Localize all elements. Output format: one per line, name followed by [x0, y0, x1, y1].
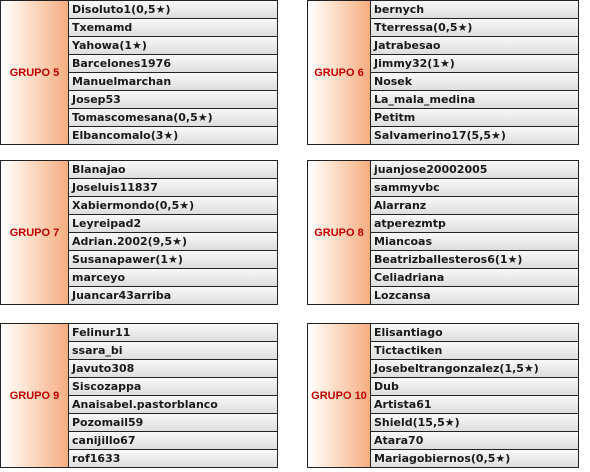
member-name: Blanajao: [68, 160, 278, 179]
member-name: Shield(15,5★): [370, 414, 579, 432]
member-list: [370, 323, 579, 468]
member-name: marceyo: [68, 269, 278, 287]
member-name: Elisantiago: [370, 323, 579, 342]
group-label: GRUPO 8: [314, 226, 364, 239]
member-list: [370, 0, 579, 145]
member-name: Txemamd: [68, 19, 278, 37]
member-name: Jatrabesao: [370, 37, 579, 55]
member-name: rof1633: [68, 450, 278, 468]
member-list: [68, 323, 278, 468]
group-label-cell: [307, 323, 371, 468]
member-name: Siscozappa: [68, 378, 278, 396]
member-name: Susanapawer(1★): [68, 251, 278, 269]
member-name: Josep53: [68, 91, 278, 109]
member-name: sammyvbc: [370, 179, 579, 197]
member-name: Artista61: [370, 396, 579, 414]
member-name: Yahowa(1★): [68, 37, 278, 55]
member-name: bernych: [370, 0, 579, 19]
member-name: Tomascomesana(0,5★): [68, 109, 278, 127]
member-name: juanjose20002005: [370, 160, 579, 179]
group-label: GRUPO 7: [9, 226, 60, 239]
group-label: GRUPO 6: [314, 66, 364, 79]
group-label-cell: [0, 0, 69, 145]
member-name: Mariagobiernos(0,5★): [370, 450, 579, 468]
member-name: Juancar43arriba: [68, 287, 278, 305]
group-label-cell: [0, 160, 69, 305]
member-name: atperezmtp: [370, 215, 579, 233]
group-label: GRUPO 9: [9, 389, 60, 402]
member-name: Lozcansa: [370, 287, 579, 305]
member-name: ssara_bi: [68, 342, 278, 360]
member-name: Miancoas: [370, 233, 579, 251]
member-name: Tictactiken: [370, 342, 579, 360]
member-name: canijillo67: [68, 432, 278, 450]
group-label-cell: [0, 323, 69, 468]
member-name: Manuelmarchan: [68, 73, 278, 91]
member-name: Adrian.2002(9,5★): [68, 233, 278, 251]
member-name: Felinur11: [68, 323, 278, 342]
member-name: Beatrizballesteros6(1★): [370, 251, 579, 269]
member-name: Dub: [370, 378, 579, 396]
member-list: [68, 0, 278, 145]
member-name: Javuto308: [68, 360, 278, 378]
member-list: [370, 160, 579, 305]
group-label: GRUPO 5: [9, 66, 60, 79]
member-name: La_mala_medina: [370, 91, 579, 109]
member-name: Elbancomalo(3★): [68, 127, 278, 145]
member-name: Tterressa(0,5★): [370, 19, 579, 37]
group-label-cell: [307, 160, 371, 305]
member-name: Salvamerino17(5,5★): [370, 127, 579, 145]
member-name: Xabiermondo(0,5★): [68, 197, 278, 215]
member-name: Atara70: [370, 432, 579, 450]
group-label-cell: [307, 0, 371, 145]
member-name: Disoluto1(0,5★): [68, 0, 278, 19]
group-label: GRUPO 10: [311, 389, 367, 402]
member-name: Barcelones1976: [68, 55, 278, 73]
member-name: Petitm: [370, 109, 579, 127]
member-name: Nosek: [370, 73, 579, 91]
member-name: Pozomail59: [68, 414, 278, 432]
member-name: Anaisabel.pastorblanco: [68, 396, 278, 414]
member-list: [68, 160, 278, 305]
member-name: Alarranz: [370, 197, 579, 215]
member-name: Leyreipad2: [68, 215, 278, 233]
member-name: Jimmy32(1★): [370, 55, 579, 73]
member-name: Celiadriana: [370, 269, 579, 287]
member-name: Joseluis11837: [68, 179, 278, 197]
member-name: Josebeltrangonzalez(1,5★): [370, 360, 579, 378]
